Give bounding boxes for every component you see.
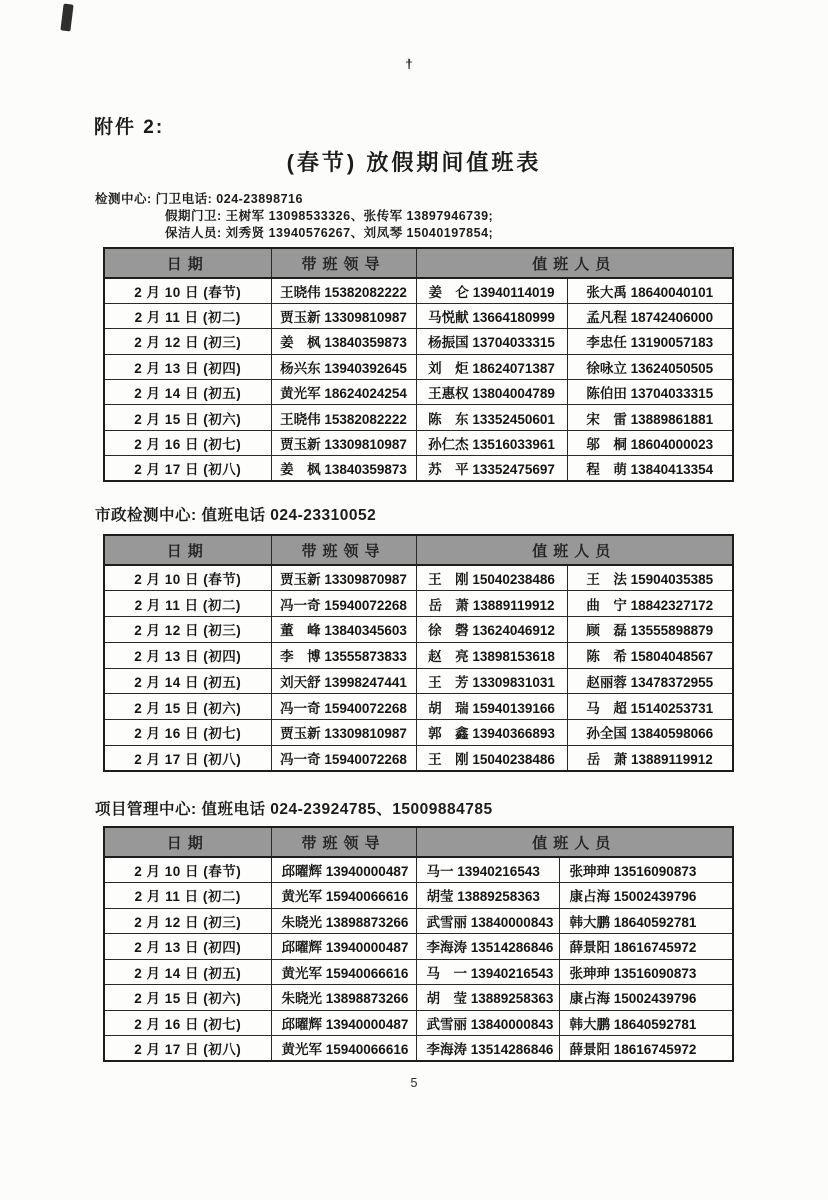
- leader-cell: 冯一奇 15940072268: [271, 591, 416, 617]
- date-cell: 2 月 16 日 (初七): [104, 1010, 271, 1036]
- col-header-date: 日期: [104, 827, 271, 857]
- date-cell: 2 月 13 日 (初四): [104, 354, 271, 379]
- duty-cell-1: 杨振国 13704033315: [416, 329, 567, 354]
- table-row: [104, 694, 733, 720]
- leader-cell: 邱曜辉 13940000487: [271, 1010, 416, 1036]
- duty-cell-2: 薛景阳 18616745972: [559, 934, 733, 960]
- leader-cell: 冯一奇 15940072268: [271, 694, 416, 720]
- date-cell: 2 月 10 日 (春节): [104, 278, 271, 303]
- contact-line-gate: [95, 191, 493, 208]
- table-row: [104, 985, 733, 1011]
- duty-cell-2: 韩大鹏 18640592781: [559, 908, 733, 934]
- scan-mark: ϯ: [406, 56, 413, 72]
- date-cell: 2 月 12 日 (初三): [104, 908, 271, 934]
- duty-cell-2: 薛景阳 18616745972: [559, 1036, 733, 1062]
- gate-phone: 门卫电话: 024-23898716: [155, 192, 303, 206]
- leader-cell: 邱曜辉 13940000487: [271, 857, 416, 883]
- table-row: [104, 720, 733, 746]
- leader-cell: 贾玉新 13309810987: [271, 430, 416, 455]
- table-row: [104, 883, 733, 909]
- table-row: [104, 430, 733, 455]
- section-heading-municipal: 市政检测中心: 值班电话 024-23310052: [95, 507, 377, 524]
- duty-cell-1: 马一 13940216543: [416, 857, 559, 883]
- contact-line-holiday-gate: 假期门卫: 王树军 13098533326、张传军 13897946739;: [165, 209, 494, 223]
- org-label: 检测中心:: [95, 192, 152, 206]
- duty-cell-1: 马悦献 13664180999: [416, 303, 567, 328]
- duty-cell-1: 孙仁杰 13516033961: [416, 430, 567, 455]
- duty-cell-2: 张大禹 18640040101: [567, 278, 733, 303]
- duty-cell-2: 赵丽蓉 13478372955: [567, 668, 733, 694]
- duty-cell-1: 岳 萧 13889119912: [416, 591, 567, 617]
- date-cell: 2 月 16 日 (初七): [104, 720, 271, 746]
- table-header-row: [104, 248, 733, 278]
- duty-cell-1: 陈 东 13352450601: [416, 405, 567, 430]
- duty-cell-2: 邬 桐 18604000023: [567, 430, 733, 455]
- date-cell: 2 月 14 日 (初五): [104, 668, 271, 694]
- date-cell: 2 月 15 日 (初六): [104, 694, 271, 720]
- table-row: [104, 329, 733, 354]
- date-cell: 2 月 16 日 (初七): [104, 430, 271, 455]
- document-title: (春节) 放假期间值班表: [286, 150, 542, 175]
- duty-cell-1: 郭 鑫 13940366893: [416, 720, 567, 746]
- table-row: [104, 278, 733, 303]
- leader-cell: 姜 枫 13840359873: [271, 329, 416, 354]
- contact-info-block: [95, 191, 493, 242]
- leader-cell: 姜 枫 13840359873: [271, 456, 416, 481]
- leader-cell: 朱晓光 13898873266: [271, 908, 416, 934]
- leader-cell: 刘天舒 13998247441: [271, 668, 416, 694]
- date-cell: 2 月 14 日 (初五): [104, 380, 271, 405]
- table-row: [104, 908, 733, 934]
- date-cell: 2 月 12 日 (初三): [104, 617, 271, 643]
- leader-cell: 冯一奇 15940072268: [271, 745, 416, 771]
- duty-table-inspection-center: [103, 247, 734, 482]
- table-row: [104, 668, 733, 694]
- duty-cell-2: 孙全国 13840598066: [567, 720, 733, 746]
- table-row: [104, 565, 733, 591]
- leader-cell: 贾玉新 13309810987: [271, 720, 416, 746]
- scan-artifact: [60, 3, 73, 31]
- col-header-duty: 值班人员: [416, 827, 733, 857]
- attachment-label: 附件 2:: [94, 117, 165, 138]
- duty-cell-1: 胡 瑞 15940139166: [416, 694, 567, 720]
- duty-cell-1: 李海涛 13514286846: [416, 934, 559, 960]
- duty-cell-1: 赵 亮 13898153618: [416, 642, 567, 668]
- table-row: [104, 354, 733, 379]
- date-cell: 2 月 11 日 (初二): [104, 303, 271, 328]
- duty-cell-1: 王 刚 15040238486: [416, 745, 567, 771]
- table-row: [104, 959, 733, 985]
- leader-cell: 杨兴东 13940392645: [271, 354, 416, 379]
- date-cell: 2 月 10 日 (春节): [104, 857, 271, 883]
- duty-cell-2: 张珅珅 13516090873: [559, 857, 733, 883]
- duty-cell-2: 康占海 15002439796: [559, 985, 733, 1011]
- duty-cell-1: 马 一 13940216543: [416, 959, 559, 985]
- table-header-row: [104, 535, 733, 565]
- date-cell: 2 月 11 日 (初二): [104, 591, 271, 617]
- table-row: [104, 380, 733, 405]
- leader-cell: 贾玉新 13309810987: [271, 303, 416, 328]
- leader-cell: 黄光军 15940066616: [271, 959, 416, 985]
- duty-cell-1: 姜 仑 13940114019: [416, 278, 567, 303]
- table-row: [104, 303, 733, 328]
- leader-cell: 贾玉新 13309870987: [271, 565, 416, 591]
- col-header-date: 日期: [104, 248, 271, 278]
- duty-table-municipal-center: [103, 534, 734, 772]
- col-header-duty: 值班人员: [416, 535, 733, 565]
- date-cell: 2 月 15 日 (初六): [104, 985, 271, 1011]
- date-cell: 2 月 17 日 (初八): [104, 456, 271, 481]
- table-row: [104, 405, 733, 430]
- table-row: [104, 617, 733, 643]
- leader-cell: 黄光军 18624024254: [271, 380, 416, 405]
- date-cell: 2 月 13 日 (初四): [104, 642, 271, 668]
- leader-cell: 王晓伟 15382082222: [271, 278, 416, 303]
- duty-cell-1: 王 刚 15040238486: [416, 565, 567, 591]
- duty-cell-1: 武雪丽 13840000843: [416, 1010, 559, 1036]
- col-header-duty: 值班人员: [416, 248, 733, 278]
- duty-cell-1: 徐 磬 13624046912: [416, 617, 567, 643]
- date-cell: 2 月 11 日 (初二): [104, 883, 271, 909]
- duty-cell-2: 陈伯田 13704033315: [567, 380, 733, 405]
- leader-cell: 李 博 13555873833: [271, 642, 416, 668]
- duty-cell-1: 苏 平 13352475697: [416, 456, 567, 481]
- date-cell: 2 月 13 日 (初四): [104, 934, 271, 960]
- table-row: [104, 591, 733, 617]
- date-cell: 2 月 10 日 (春节): [104, 565, 271, 591]
- duty-cell-2: 马 超 15140253731: [567, 694, 733, 720]
- date-cell: 2 月 17 日 (初八): [104, 1036, 271, 1062]
- col-header-leader: 带班领导: [271, 535, 416, 565]
- table-row: [104, 745, 733, 771]
- duty-cell-1: 李海涛 13514286846: [416, 1036, 559, 1062]
- duty-cell-1: 胡莹 13889258363: [416, 883, 559, 909]
- duty-cell-1: 武雪丽 13840000843: [416, 908, 559, 934]
- leader-cell: 王晓伟 15382082222: [271, 405, 416, 430]
- duty-cell-2: 徐咏立 13624050505: [567, 354, 733, 379]
- duty-cell-2: 李忠任 13190057183: [567, 329, 733, 354]
- date-cell: 2 月 15 日 (初六): [104, 405, 271, 430]
- duty-cell-2: 韩大鹏 18640592781: [559, 1010, 733, 1036]
- table-row: [104, 934, 733, 960]
- duty-cell-2: 宋 雷 13889861881: [567, 405, 733, 430]
- duty-cell-1: 胡 莹 13889258363: [416, 985, 559, 1011]
- duty-cell-1: 王 芳 13309831031: [416, 668, 567, 694]
- duty-cell-2: 陈 希 15804048567: [567, 642, 733, 668]
- duty-table-project-center: [103, 826, 734, 1062]
- leader-cell: 黄光军 15940066616: [271, 883, 416, 909]
- table-row: [104, 456, 733, 481]
- table-header-row: [104, 827, 733, 857]
- duty-cell-1: 刘 炬 18624071387: [416, 354, 567, 379]
- date-cell: 2 月 17 日 (初八): [104, 745, 271, 771]
- duty-cell-1: 王惠权 13804004789: [416, 380, 567, 405]
- duty-cell-2: 曲 宁 18842327172: [567, 591, 733, 617]
- contact-line-cleaning: 保洁人员: 刘秀贤 13940576267、刘凤琴 15040197854;: [165, 226, 494, 240]
- section-heading-project: 项目管理中心: 值班电话 024-23924785、15009884785: [95, 801, 493, 818]
- table-row: [104, 642, 733, 668]
- col-header-leader: 带班领导: [271, 827, 416, 857]
- col-header-date: 日期: [104, 535, 271, 565]
- duty-cell-2: 康占海 15002439796: [559, 883, 733, 909]
- duty-cell-2: 顾 磊 13555898879: [567, 617, 733, 643]
- page-number: 5: [410, 1076, 418, 1090]
- duty-cell-2: 程 萌 13840413354: [567, 456, 733, 481]
- leader-cell: 黄光军 15940066616: [271, 1036, 416, 1062]
- leader-cell: 朱晓光 13898873266: [271, 985, 416, 1011]
- duty-cell-2: 王 法 15904035385: [567, 565, 733, 591]
- table-row: [104, 857, 733, 883]
- duty-cell-2: 孟凡程 18742406000: [567, 303, 733, 328]
- date-cell: 2 月 12 日 (初三): [104, 329, 271, 354]
- date-cell: 2 月 14 日 (初五): [104, 959, 271, 985]
- col-header-leader: 带班领导: [271, 248, 416, 278]
- duty-cell-2: 张珅珅 13516090873: [559, 959, 733, 985]
- table-row: [104, 1036, 733, 1062]
- leader-cell: 邱曜辉 13940000487: [271, 934, 416, 960]
- table-row: [104, 1010, 733, 1036]
- duty-cell-2: 岳 萧 13889119912: [567, 745, 733, 771]
- leader-cell: 董 峰 13840345603: [271, 617, 416, 643]
